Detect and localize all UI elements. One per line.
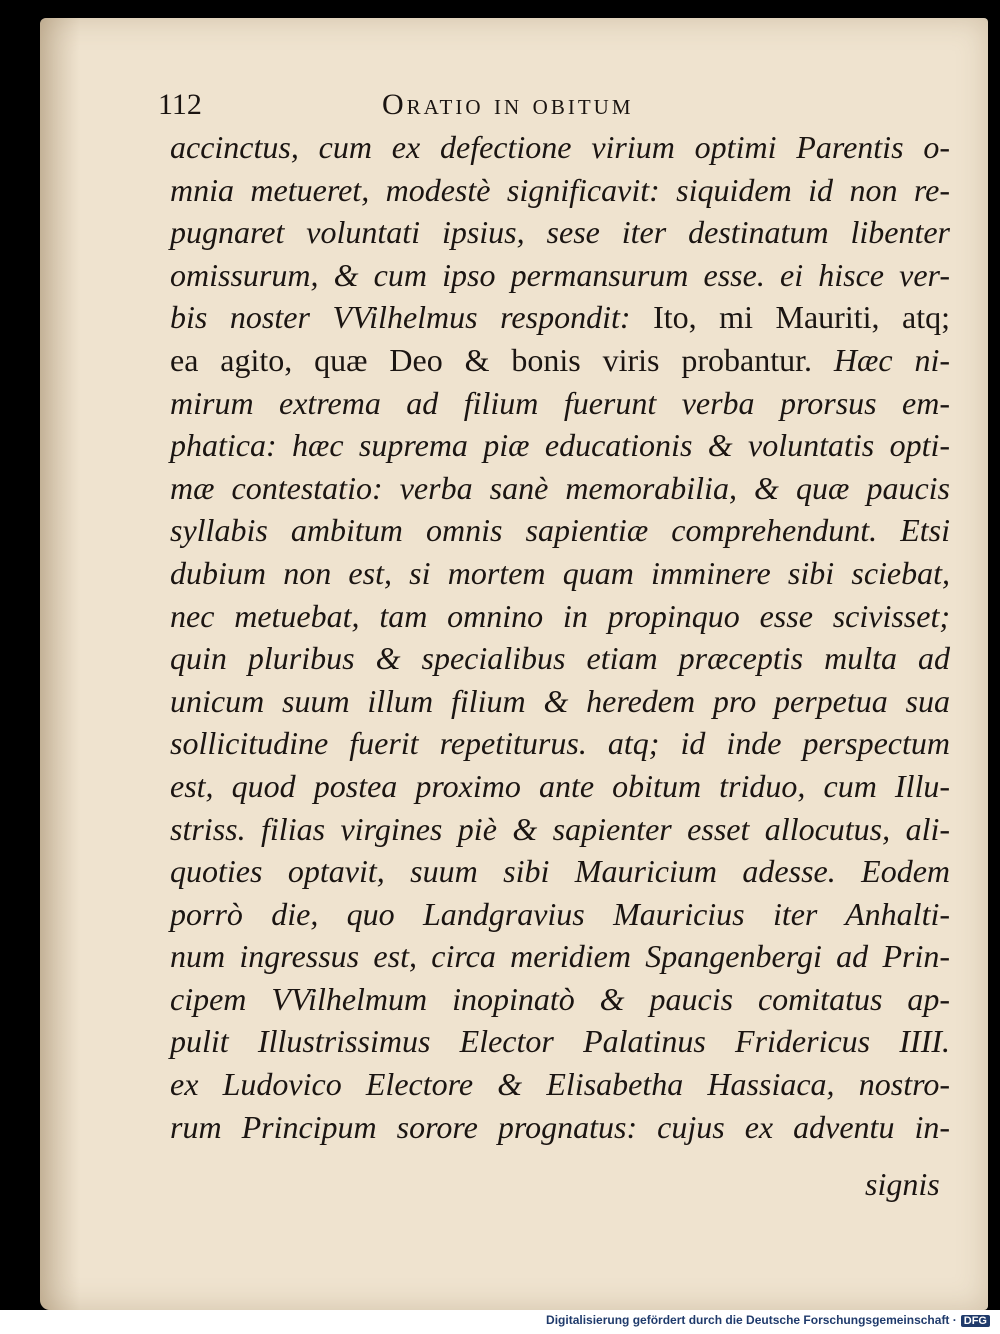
- text-line: [170, 296, 950, 339]
- text-line: quin pluribus & specialibus etiam præceptis multa ad: [170, 640, 950, 677]
- footer-credit: [546, 1313, 990, 1327]
- text-line: accinctus, cum ex defectione virium optimi Parentis o-: [170, 129, 950, 165]
- text-line: dubium non est, si mortem quam imminere sibi sciebat,: [170, 554, 950, 591]
- book-page: [40, 18, 988, 1310]
- footer-credit-text: Digitalisierung gefördert durch die Deutsche Forschungsgemeinschaft ·: [546, 1313, 957, 1327]
- text-span-italic: bis noster VVilhelmus respondit:: [170, 299, 631, 336]
- text-line: quoties optavit, suum sibi Mauricium adesse. Eodem: [170, 853, 950, 890]
- text-line: pulit Illustrissimus Elector Palatinus Fridericus IIII.: [170, 1023, 950, 1060]
- text-line: sollicitudine fuerit repetiturus. atq; id inde perspectum: [170, 725, 950, 762]
- text-line: cipem VVilhelmum inopinatò & paucis comitatus ap-: [170, 980, 950, 1017]
- text-line: est, quod postea proximo ante obitum triduo, cum Illu-: [170, 767, 950, 804]
- dfg-logo-icon: DFG: [961, 1315, 990, 1327]
- text-line: syllabis ambitum omnis sapientiæ comprehendunt. Etsi: [170, 512, 950, 549]
- text-span-roman: ea agito, quæ Deo & bonis viris probantur.: [170, 341, 813, 378]
- text-line: mnia metueret, modestè significavit: siquidem id non re-: [170, 171, 950, 208]
- text-line: omissurum, & cum ipso permansurum esse. ei hisce ver-: [170, 256, 950, 293]
- text-line: mirum extrema ad filium fuerunt verba prorsus em-: [170, 384, 950, 421]
- page-spine-shadow: [40, 18, 80, 1310]
- text-line: striss. filias virgines piè & sapienter esset allocutus, ali-: [170, 810, 950, 847]
- text-line: unicum suum illum filium & heredem pro perpetua sua: [170, 682, 950, 719]
- digitization-footer: [0, 1310, 1000, 1334]
- text-line: porrò die, quo Landgravius Mauricius iter Anhalti-: [170, 895, 950, 932]
- catchword: signis: [865, 1166, 940, 1202]
- running-title: Oratio in obitum: [382, 88, 634, 121]
- page-number: 112: [158, 88, 202, 121]
- text-line: phatica: hæc suprema piæ educationis & voluntatis opti-: [170, 427, 950, 464]
- text-span-italic: Hæc ni-: [833, 341, 951, 378]
- text-line: pugnaret voluntati ipsius, sese iter destinatum libenter: [170, 214, 950, 251]
- text-line: rum Principum sorore prognatus: cujus ex adventu in-: [170, 1108, 950, 1145]
- body-text: [170, 126, 950, 1148]
- text-line: [170, 339, 950, 382]
- text-line: ex Ludovico Electore & Elisabetha Hassiaca, nostro-: [170, 1066, 950, 1103]
- text-line: nec metuebat, tam omnino in propinquo esse scivisset;: [170, 597, 950, 634]
- text-span-roman: Ito, mi Mauriti, atq;: [653, 299, 951, 336]
- text-line: num ingressus est, circa meridiem Spangenbergi ad Prin-: [170, 938, 950, 975]
- text-line: mæ contestatio: verba sanè memorabilia, & quæ paucis: [170, 469, 950, 506]
